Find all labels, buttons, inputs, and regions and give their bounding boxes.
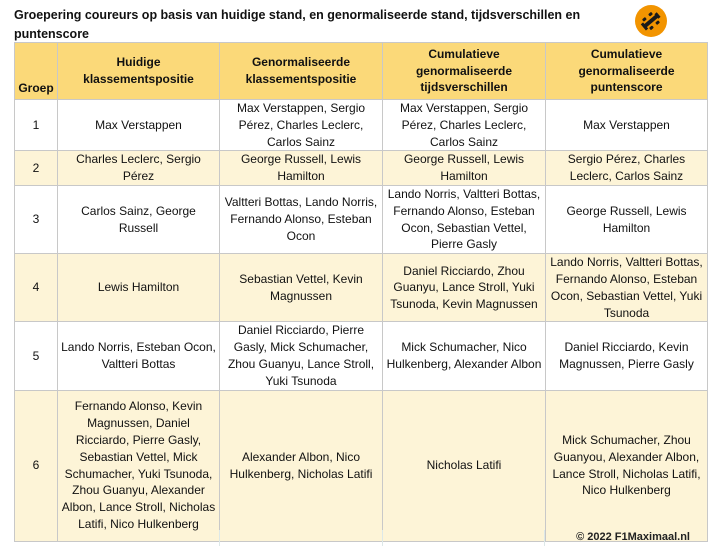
table-cell: Mick Schumacher, Zhou Guanyou, Alexander Albon, Lance Stroll, Nicholas Latifi, Nico Hulkenberg [546, 390, 708, 541]
table-cell: Daniel Ricciardo, Pierre Gasly, Mick Schumacher, Zhou Guanyu, Lance Stroll, Yuki Tsunoda [220, 322, 383, 390]
table-row [15, 100, 708, 151]
column-header-puntenscore: Cumulatieve genormaliseerde puntenscore [546, 43, 708, 100]
table-cell: Lando Norris, Valtteri Bottas, Fernando Alonso, Esteban Ocon, Sebastian Vettel, Pierre Gasly [383, 185, 546, 253]
group-number: 3 [15, 185, 58, 253]
table-cell: Lando Norris, Valtteri Bottas, Fernando Alonso, Esteban Ocon, Sebastian Vettel, Yuki Tsunoda [546, 254, 708, 322]
group-number: 4 [15, 254, 58, 322]
table-cell: Max Verstappen [546, 100, 708, 151]
table-cell: Alexander Albon, Nico Hulkenberg, Nicholas Latifi [220, 390, 383, 541]
table-cell: George Russell, Lewis Hamilton [546, 185, 708, 253]
table-row [15, 151, 708, 186]
grid-extension-lines [219, 530, 545, 546]
table-cell: Max Verstappen, Sergio Pérez, Charles Leclerc, Carlos Sainz [220, 100, 383, 151]
group-number: 6 [15, 390, 58, 541]
table-cell: Nicholas Latifi [383, 390, 546, 541]
table-cell: Lando Norris, Esteban Ocon, Valtteri Bottas [58, 322, 220, 390]
table-cell: Daniel Ricciardo, Zhou Guanyu, Lance Stroll, Yuki Tsunoda, Kevin Magnussen [383, 254, 546, 322]
group-number: 5 [15, 322, 58, 390]
table-cell: Max Verstappen, Sergio Pérez, Charles Leclerc, Carlos Sainz [383, 100, 546, 151]
column-header-groep: Groep [15, 43, 58, 100]
column-header-huidige: Huidige klassementspositie [58, 43, 220, 100]
table-cell: Lewis Hamilton [58, 254, 220, 322]
table-cell: George Russell, Lewis Hamilton [383, 151, 546, 186]
table-cell: Carlos Sainz, George Russell [58, 185, 220, 253]
table-cell: Sergio Pérez, Charles Leclerc, Carlos Sainz [546, 151, 708, 186]
copyright-footer: © 2022 F1Maximaal.nl [576, 531, 690, 543]
f1-car-icon [634, 4, 668, 38]
table-row [15, 185, 708, 253]
group-number: 2 [15, 151, 58, 186]
table-cell: Sebastian Vettel, Kevin Magnussen [220, 254, 383, 322]
grouping-table [14, 42, 708, 542]
table-cell: Valtteri Bottas, Lando Norris, Fernando Alonso, Esteban Ocon [220, 185, 383, 253]
table-cell: George Russell, Lewis Hamilton [220, 151, 383, 186]
table-row [15, 322, 708, 390]
table-row [15, 390, 708, 541]
table-row [15, 254, 708, 322]
group-number: 1 [15, 100, 58, 151]
page-title: Groepering coureurs op basis van huidige stand, en genormaliseerde stand, tijdsverschillen en puntenscore [14, 8, 581, 41]
table-cell: Daniel Ricciardo, Kevin Magnussen, Pierre Gasly [546, 322, 708, 390]
table-cell: Max Verstappen [58, 100, 220, 151]
table-cell: Mick Schumacher, Nico Hulkenberg, Alexander Albon [383, 322, 546, 390]
table-cell: Fernando Alonso, Kevin Magnussen, Daniel Ricciardo, Pierre Gasly, Sebastian Vettel, Mick Schumacher, Yuki Tsunoda, Zhou Guanyu, Alexander Albon, Lance Stroll, Nicholas Latifi, Nico Hulkenberg [58, 390, 220, 541]
column-header-genormaliseerde: Genormaliseerde klassementspositie [220, 43, 383, 100]
table-header-row [15, 43, 708, 100]
table-cell: Charles Leclerc, Sergio Pérez [58, 151, 220, 186]
column-header-tijdsverschillen: Cumulatieve genormaliseerde tijdsverschillen [383, 43, 546, 100]
